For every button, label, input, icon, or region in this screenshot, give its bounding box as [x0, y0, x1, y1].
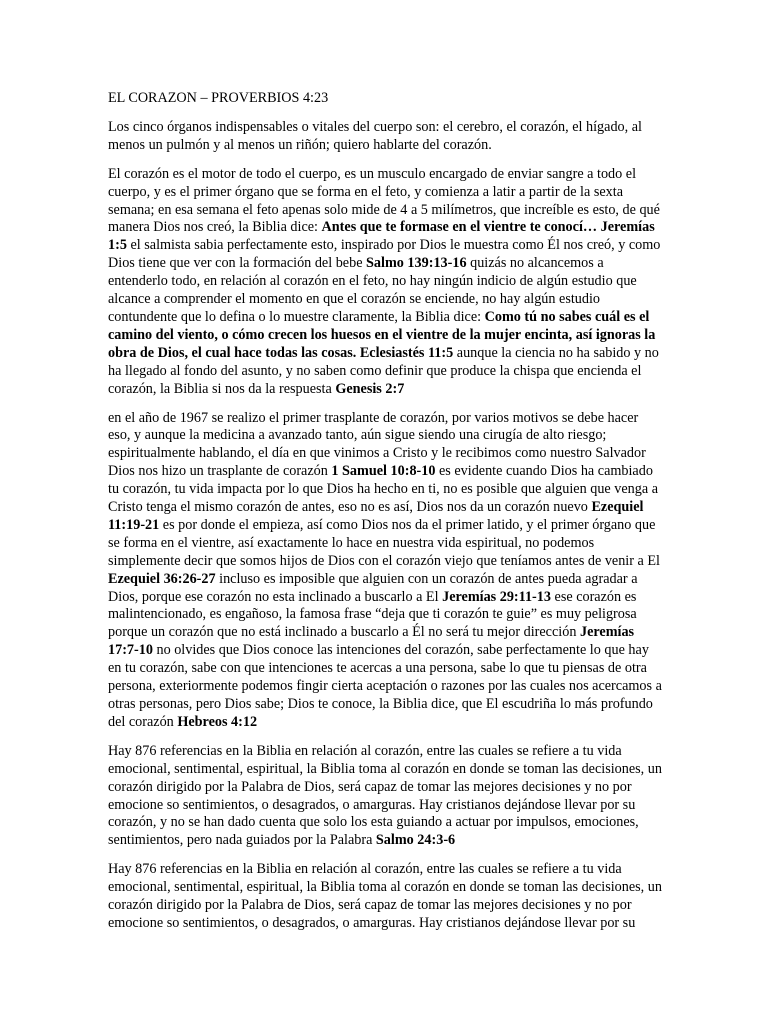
paragraph-text: Los cinco órganos indispensables o vitales del cuerpo son: el cerebro, el corazón, el hígado, al menos un pulmón y al menos un riñón; quiero hablarte del corazón.	[108, 118, 642, 153]
document-body	[108, 119, 664, 933]
paragraph	[108, 861, 664, 933]
scripture-reference: Jeremías 29:11-13	[442, 588, 551, 605]
paragraph-text: es por donde el empieza, así como Dios nos da el primer latido, y el primer órgano que se forma en el vientre, así exactamente lo hace en nuestra vida espiritual, no podemos simplemente decir que somos hijos de Dios con el corazón viejo que teníamos antes de venir a El	[108, 516, 660, 569]
scripture-reference: Ezequiel 36:26-27	[108, 570, 216, 587]
scripture-reference: Salmo 139:13-16	[366, 255, 467, 272]
scripture-reference: 1 Samuel 10:8-10	[331, 463, 436, 480]
paragraph-text: Hay 876 referencias en la Biblia en relación al corazón, entre las cuales se refiere a tu vida emocional, sentimental, espiritual, la Biblia toma al corazón en donde se toman las decisiones, un corazón dirigido por la Palabra de Dios, será capaz de tomar las mejores decisiones y no por emocione so sentimientos, o desagrados, o amarguras. Hay cristianos dejándose llevar por su	[108, 861, 662, 931]
paragraph	[108, 119, 664, 155]
scripture-reference: Hebreos 4:12	[177, 713, 258, 730]
paragraph-text: El corazón es el motor de todo el cuerpo, es un musculo encargado de enviar sangre a todo el cuerpo, y es el primer órgano que se forma en el feto, y comienza a latir a partir de la sexta semana; en esa semana el feto apenas solo mide de 4 a 5 milímetros, que increíble es esto, de qué manera Dios nos creó, la Biblia dice:	[108, 165, 660, 236]
paragraph-text: aunque la ciencia no ha sabido y no ha llegado al fondo del asunto, y no saben como definir que produce la chispa que encienda el corazón, la Biblia si nos da la respuesta	[108, 344, 659, 397]
scripture-reference: Jeremías 17:7-10	[108, 624, 635, 659]
scripture-reference: Salmo 24:3-6	[375, 832, 456, 849]
scripture-reference: Antes que te formase en el vientre te conocí… Jeremías 1:5	[108, 219, 655, 254]
paragraph	[108, 166, 664, 399]
paragraph	[108, 410, 664, 732]
document-title: EL CORAZON – PROVERBIOS 4:23	[108, 90, 329, 106]
document-page	[108, 90, 664, 944]
paragraph-text: ese corazón es malintencionado, es engañoso, la famosa frase “deja que ti corazón te guie” es muy peligrosa porque un corazón que no está inclinado a buscarlo a Él no será tu mejor dirección	[108, 588, 637, 641]
paragraph-text: el salmista sabia perfectamente esto, inspirado por Dios le muestra como Él nos creó, y como Dios tiene que ver con la formación del bebe	[108, 237, 661, 272]
paragraph	[108, 743, 664, 850]
paragraph-text: en el año de 1967 se realizo el primer trasplante de corazón, por varios motivos se debe hacer eso, y aunque la medicina a avanzado tanto, aún sigue siendo una cirugía de alto riesgo; espiritualmente hablando, el día en que vinimos a Cristo y le recibimos como nuestro Salvador Dios nos hizo un trasplante de corazón	[108, 409, 646, 480]
paragraph-text: es evidente cuando Dios ha cambiado tu corazón, tu vida impacta por lo que Dios ha hecho en ti, no es posible que alguien que venga a Cristo tenga el mismo corazón de antes, eso no es así, Dios nos da un corazón nuevo	[108, 463, 658, 516]
paragraph-text: Hay 876 referencias en la Biblia en relación al corazón, entre las cuales se refiere a tu vida emocional, sentimental, espiritual, la Biblia toma al corazón en donde se toman las decisiones, un corazón dirigido por la Palabra de Dios, será capaz de tomar las mejores decisiones y no por emocione so sentimientos, o desagrados, o amarguras. Hay cristianos dejándose llevar por su corazón, y no se han dado cuenta que solo los esta guiando a actuar por impulsos, emociones, sentimientos, pero nada guiados por la Palabra	[108, 742, 662, 849]
scripture-reference: Genesis 2:7	[335, 380, 405, 397]
paragraph-text: no olvides que Dios conoce las intenciones del corazón, sabe perfectamente lo que hay en tu corazón, sabe con que intenciones te acercas a una persona, sabe lo que tu piensas de otra persona, exteriormente podemos fingir cierta aceptación o razones por las cuales nos acercamos a otras personas, pero Dios sabe; Dios te conoce, la Biblia dice, que El escudriña lo más profundo del corazón	[108, 642, 662, 730]
paragraph-text: incluso es imposible que alguien con un corazón de antes pueda agradar a Dios, porque ese corazón no esta inclinado a buscarlo a El	[108, 570, 638, 605]
scripture-reference: Ezequiel 11:19-21	[108, 499, 644, 533]
paragraph-text: quizás no alcancemos a entenderlo todo, en relación al corazón en el feto, no hay ningún indicio de algún estudio que alcance a comprender el momento en que el corazón se enciende, no hay algún estudio contundente que lo defina o lo muestre claramente, la Biblia dice:	[108, 255, 637, 325]
scripture-reference: Como tú no sabes cuál es el camino del viento, o cómo crecen los huesos en el vientre de la mujer encinta, así ignoras la obra de Dios, el cual hace todas las cosas. Eclesiastés 11:5	[108, 308, 656, 361]
